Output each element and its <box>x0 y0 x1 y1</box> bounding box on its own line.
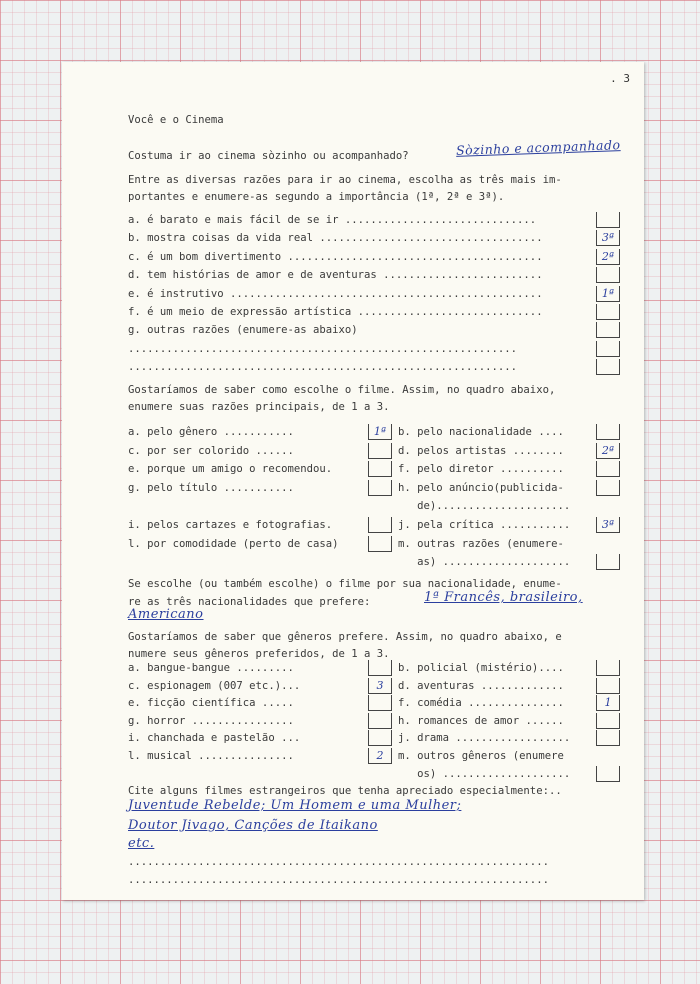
q3-right-item: d. pelos artistas ........ <box>398 444 564 457</box>
q5-left-item: c. espionagem (007 etc.)... <box>128 679 301 692</box>
q2-item: e. é instrutivo ................................................. <box>128 287 543 300</box>
q2-answer-box-mark: 1ª <box>601 286 615 300</box>
q2-answer-box[interactable] <box>596 322 620 338</box>
q2-item: f. é um meio de expressão artística ............................. <box>128 306 543 318</box>
q2-answer-box-mark: 2ª <box>601 249 615 263</box>
q2-intro-line1: Entre as diversas razões para ir ao cinema, escolha as três mais im- <box>128 174 562 186</box>
page-title: Você e o Cinema <box>128 114 224 126</box>
q6-answer-line2: Doutor Jivago, Canções de Itaikano <box>128 818 378 833</box>
q5-left-item: l. musical ............... <box>128 750 294 762</box>
q5-right-box-mark: 1 <box>604 696 612 710</box>
q3-right-item: m. outras razões (enumere- <box>398 537 564 550</box>
q3-right-item: as) .................... <box>398 556 571 569</box>
q5-left-item: a. bangue-bangue ......... <box>128 662 294 674</box>
q5-right-box[interactable] <box>596 713 620 729</box>
q5-intro-line2: numere seus gêneros preferidos, de 1 a 3. <box>128 648 390 660</box>
q1-question: Costuma ir ao cinema sòzinho ou acompanhado? <box>128 150 409 162</box>
q5-right-box[interactable] <box>596 660 620 676</box>
q2-item: g. outras razões (enumere-as abaixo) <box>128 324 358 337</box>
q5-right-box[interactable] <box>596 730 620 746</box>
q5-left-box-mark: 3 <box>376 678 384 692</box>
q4-line1: Se escolhe (ou também escolhe) o filme por sua nacionalidade, enume- <box>128 578 562 590</box>
q3-right-box[interactable] <box>596 554 620 570</box>
q2-item: ............................................................. <box>128 361 518 374</box>
q5-right-item: d. aventuras ............. <box>398 679 564 692</box>
q3-left-box[interactable] <box>368 536 392 552</box>
q2-answer-box-mark: 3ª <box>601 231 615 245</box>
q3-left-item: a. pelo gênero ........... <box>128 426 294 438</box>
q3-right-item: b. pelo nacionalidade .... <box>398 426 564 438</box>
q3-intro-line1: Gostaríamos de saber como escolhe o filme. Assim, no quadro abaixo, <box>128 384 556 396</box>
q6-answer-line3: etc. <box>128 836 155 851</box>
q2-answer-box[interactable] <box>596 212 620 228</box>
q2-item: a. é barato e mais fácil de se ir .............................. <box>128 214 537 226</box>
q3-right-item: de)..................... <box>398 500 571 513</box>
q3-left-item: l. por comodidade (perto de casa) <box>128 537 339 550</box>
q3-intro-line2: enumere suas razões principais, de 1 a 3. <box>128 401 390 413</box>
q3-left-item: g. pelo título ........... <box>128 481 294 494</box>
q5-left-box[interactable] <box>368 695 392 711</box>
q3-right-box-mark: 2ª <box>601 443 615 457</box>
q3-left-box[interactable] <box>368 480 392 496</box>
q3-right-item: j. pela crítica ........... <box>398 519 571 531</box>
q2-answer-box[interactable] <box>596 341 620 357</box>
q3-right-box-mark: 3ª <box>601 518 615 531</box>
q5-right-item: os) .................... <box>398 767 571 780</box>
q5-left-box[interactable] <box>368 660 392 676</box>
q5-right-box[interactable] <box>596 766 620 782</box>
q5-left-box[interactable] <box>368 730 392 746</box>
q5-right-item: j. drama .................. <box>398 732 571 745</box>
q3-left-box[interactable] <box>368 517 392 533</box>
q5-left-item: e. ficção científica ..... <box>128 697 294 710</box>
q3-left-box-mark: 1ª <box>373 425 387 438</box>
q6-line1: Cite alguns filmes estrangeiros que tenha apreciado especialmente:.. <box>128 785 562 797</box>
q4-line2: re as três nacionalidades que prefere: <box>128 596 371 608</box>
q3-right-item: h. pelo anúncio(publicida- <box>398 481 564 494</box>
q3-left-box[interactable] <box>368 443 392 459</box>
q1-handwritten-answer: Sòzinho e acompanhado <box>455 137 621 158</box>
q5-right-item: f. comédia ............... <box>398 697 564 710</box>
q6-dotted-line: .................................................................. <box>128 874 549 886</box>
q2-answer-box[interactable] <box>596 267 620 283</box>
page-number: . 3 <box>610 72 630 85</box>
q2-item: ............................................................. <box>128 342 518 355</box>
q3-right-box[interactable] <box>596 480 620 496</box>
q2-answer-box[interactable] <box>596 304 620 320</box>
q5-right-item: h. romances de amor ...... <box>398 714 564 727</box>
q4-answer-line2: Americano <box>128 607 204 622</box>
q3-right-box[interactable] <box>596 461 620 477</box>
q3-left-item: i. pelos cartazes e fotografias. <box>128 519 333 531</box>
q3-left-item: c. por ser colorido ...... <box>128 444 294 457</box>
q5-right-item: b. policial (mistério).... <box>398 662 564 674</box>
q5-left-box-mark: 2 <box>376 749 384 762</box>
q5-left-box[interactable] <box>368 713 392 729</box>
q3-right-box[interactable] <box>596 424 620 440</box>
q2-item: c. é um bom divertimento ........................................ <box>128 250 543 263</box>
q4-answer-line1: 1ª Francês, brasileiro, <box>424 590 583 605</box>
q2-answer-box[interactable] <box>596 359 620 375</box>
q5-left-item: i. chanchada e pastelão ... <box>128 732 301 745</box>
q5-left-item: g. horror ................ <box>128 714 294 727</box>
q3-left-item: e. porque um amigo o recomendou. <box>128 463 333 476</box>
q3-right-item: f. pelo diretor .......... <box>398 463 564 476</box>
questionnaire-sheet <box>62 62 644 900</box>
q2-item: d. tem histórias de amor e de aventuras ......................... <box>128 269 543 282</box>
q2-item: b. mostra coisas da vida real ................................... <box>128 232 543 245</box>
q2-intro-line2: portantes e enumere-as segundo a importância (1ª, 2ª e 3ª). <box>128 191 505 203</box>
q6-dotted-line: .................................................................. <box>128 856 549 868</box>
q5-right-box[interactable] <box>596 678 620 694</box>
q5-right-item: m. outros gêneros (enumere <box>398 750 564 762</box>
q3-left-box[interactable] <box>368 461 392 477</box>
q5-intro-line1: Gostaríamos de saber que gêneros prefere. Assim, no quadro abaixo, e <box>128 631 562 643</box>
q6-answer-line1: Juventude Rebelde; Um Homem e uma Mulher; <box>128 798 462 813</box>
